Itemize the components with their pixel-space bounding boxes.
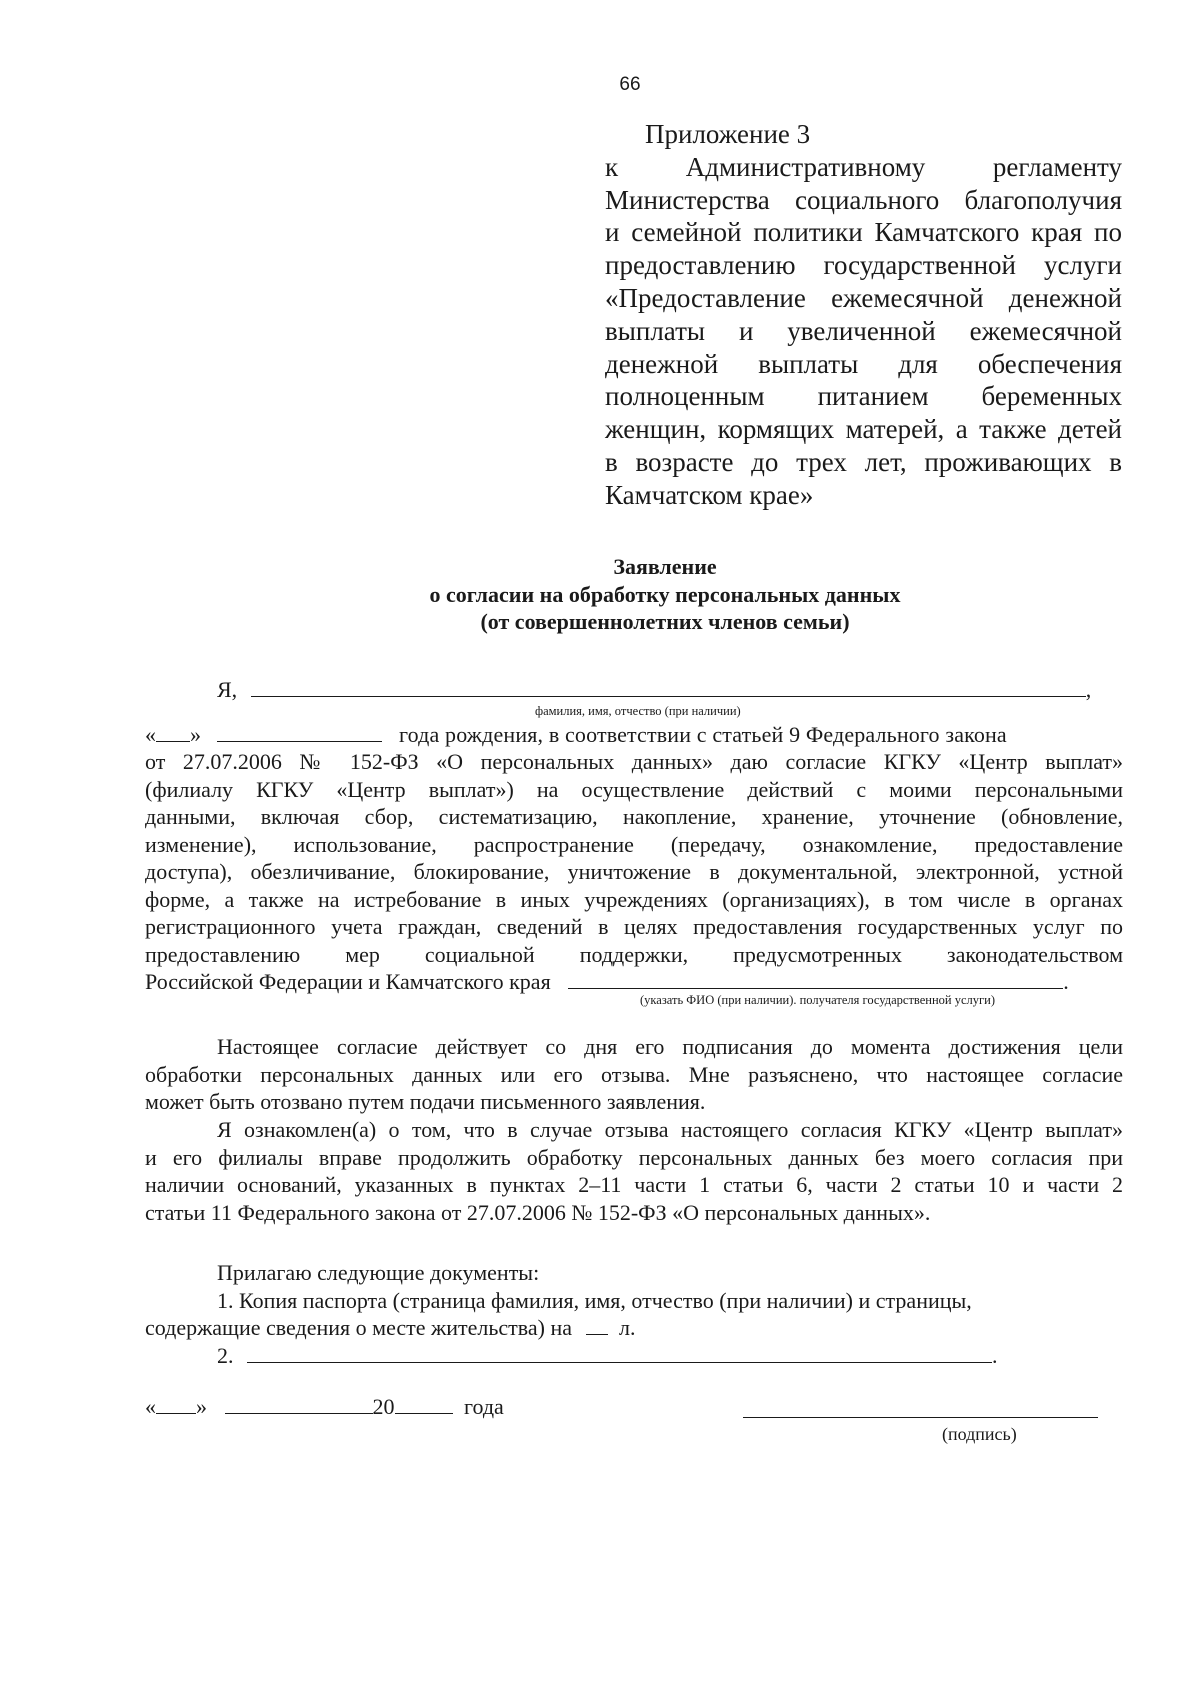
heading-title: Заявление [613, 554, 717, 579]
paragraph-line: наличии оснований, указанных в пунктах 2–11 части 1 статьи 6, части 2 статьи 10 и части 2 [145, 1172, 1123, 1197]
paragraph-line: может быть отозвано путем подачи письменного заявления. [145, 1089, 706, 1114]
sign-month-field[interactable] [225, 1395, 373, 1414]
paragraph-line: статьи 11 Федерального закона от 27.07.2006 № 152-ФЗ «О персональных данных». [145, 1199, 931, 1225]
attachment-item-2: 2. . [217, 1342, 998, 1368]
attachment-item-1-cont: содержащие сведения о месте жительства) на л. [145, 1315, 636, 1340]
annex-line: Камчатском крае» [605, 479, 814, 510]
sign-day-field[interactable] [156, 1395, 196, 1414]
informed-paragraph [145, 1116, 1123, 1226]
birth-month-year-field[interactable] [217, 723, 382, 742]
fio-comma: , [1085, 677, 1092, 702]
annex-line: «Предоставление ежемесячной денежной [605, 282, 1122, 313]
fio-caption: фамилия, имя, отчество (при наличии) [535, 703, 741, 718]
recipient-caption: (указать ФИО (при наличии). получателя государственной услуги) [640, 992, 995, 1007]
annex-line: женщин, кормящих матерей, а также детей [605, 414, 1122, 445]
birth-text: года рождения, в соответствии с статьей 9 Федерального закона [399, 721, 1007, 747]
annex-line: и семейной политики Камчатского края по [605, 217, 1122, 248]
paragraph-line: Настоящее согласие действует со дня его подписания до момента достижения цели [217, 1034, 1123, 1059]
statement-line: доступа), обезличивание, блокирование, уничтожение в документальной, электронной, устной [145, 859, 1123, 884]
heading-note: (от совершеннолетних членов семьи) [480, 609, 850, 634]
page-number: 66 [619, 74, 641, 95]
signature-field[interactable] [743, 1398, 1098, 1418]
attachment-item-1: 1. Копия паспорта (страница фамилия, имя, отчество (при наличии) и страницы, [217, 1287, 972, 1313]
fio-field[interactable] [251, 678, 1086, 697]
document-heading [140, 553, 1190, 636]
annex-block [605, 118, 1122, 512]
sign-year-field[interactable] [395, 1395, 453, 1414]
date-row: « » 20 года [145, 1394, 504, 1419]
statement-lines [145, 748, 1123, 968]
annex-line: денежной выплаты для обеспечения [605, 348, 1122, 379]
statement-block [145, 676, 1123, 1010]
annex-line: полноценным питанием беременных [605, 381, 1122, 412]
annex-lines [605, 151, 1122, 512]
pages-count-field[interactable] [586, 1316, 608, 1335]
statement-line: регистрационного учета граждан, сведений в целях предоставления государственных услуг по [145, 914, 1123, 939]
annex-line: в возрасте до трех лет, проживающих в [605, 446, 1122, 477]
statement-line: предоставлению мер социальной поддержки, предусмотренных законодательством [145, 941, 1123, 967]
annex-line: Министерства социального благополучия [605, 184, 1122, 215]
heading-subtitle: о согласии на обработку персональных данных [429, 581, 901, 607]
statement-line: изменение), использование, распространение (передачу, ознакомление, предоставление [145, 831, 1123, 857]
attachments-block [145, 1259, 1123, 1369]
fio-row [145, 676, 1123, 704]
paragraph-line: обработки персональных данных или его отзыва. Мне разъяснено, что настоящее согласие [145, 1061, 1123, 1087]
attachment-2-field[interactable] [247, 1344, 992, 1363]
statement-line: данными, включая сбор, систематизацию, накопление, хранение, уточнение (обновление, [145, 804, 1123, 829]
paragraph-line: Я ознакомлен(а) о том, что в случае отзыва настоящего согласия КГКУ «Центр выплат» [217, 1117, 1123, 1142]
annex-line: к Административному регламенту [605, 151, 1122, 182]
attachments-intro: Прилагаю следующие документы: [217, 1260, 540, 1285]
birth-day-field[interactable] [156, 723, 190, 742]
paragraph-line: и его филиалы вправе продолжить обработку персональных данных без моего согласия при [145, 1144, 1123, 1170]
annex-line: предоставлению государственной услуги [605, 250, 1122, 281]
annex-title: Приложение 3 [645, 119, 811, 149]
signature-caption: (подпись) [942, 1424, 1017, 1444]
birth-row: « » года рождения, в соответствии с статьей 9 Федерального закона [145, 721, 1007, 747]
recipient-field[interactable] [568, 970, 1063, 989]
annex-line: выплаты и увеличенной ежемесячной [605, 315, 1122, 346]
recipient-row: Российской Федерации и Камчатского края . [145, 969, 1069, 994]
i-label: Я, [217, 677, 238, 702]
statement-line: (филиалу КГКУ «Центр выплат») на осуществление действий с моими персональными [145, 776, 1123, 802]
statement-last-line: Российской Федерации и Камчатского края [145, 969, 551, 994]
statement-line: форме, а также на истребование в иных учреждениях (организациях), в том числе в органах [145, 886, 1123, 912]
statement-line: от 27.07.2006 № 152-ФЗ «О персональных данных» даю согласие КГКУ «Центр выплат» [145, 749, 1123, 774]
consent-paragraph [145, 1033, 1123, 1116]
